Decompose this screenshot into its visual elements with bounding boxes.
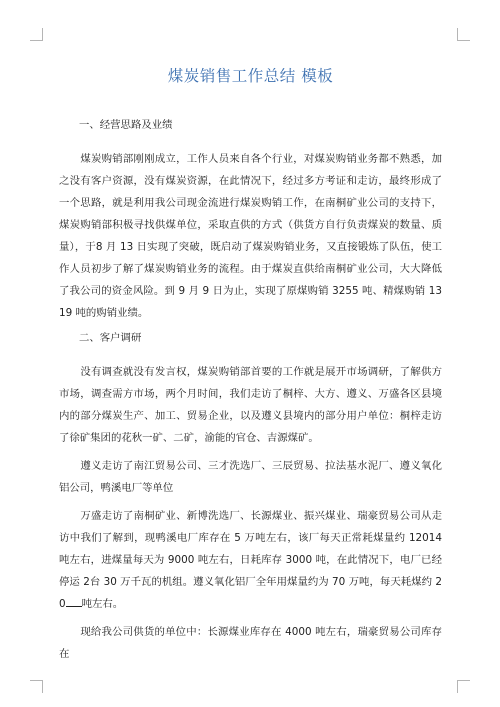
section-heading-customer-research: 二、客户调研: [79, 332, 142, 344]
paragraph-suppliers: 现给我公司供货的单位中：长源煤业库存在 4000 吨左右，瑞豪贸易公司库存在: [59, 626, 442, 660]
document-page: [59, 64, 442, 671]
paragraph-wansheng-text: 万盛走访了南桐矿业、新博洗选厂、长源煤业、振兴煤业、瑞豪贸易公司从走访中我们了解到，现鸭溪电厂库存在 5 万吨左右，该厂每天正常耗煤量约 12014 吨左右，进煤量每天为 9000 吨左右，日耗库存 3000 吨，在此情况下，电厂已经停运 2台 30 万千瓦的机组。遵义氧化铝厂全年用煤量约为 70 万吨，每天耗煤约 20: [59, 510, 442, 610]
paragraph-market-research: 没有调查就没有发言权，煤炭购销部首要的工作就是展开市场调研，了解供方市场，调查需方市场，两个月时间，我们走访了桐梓、大方、遵义、万盛各区县境内的部分煤炭生产、加工、贸易企业，以及遵义县境内的部分用户单位：桐梓走访了徐矿集团的花秋一矿、二矿，渝能的官仓、吉源煤矿。: [59, 366, 442, 444]
crop-mark-top-right: [457, 28, 470, 41]
section-heading-business: 一、经营思路及业绩: [79, 119, 173, 131]
paragraph-wansheng-tail: 吨左右。: [81, 598, 124, 610]
crop-mark-bottom-left: [30, 680, 43, 693]
document-title: 煤炭销售工作总结 模板: [167, 67, 334, 85]
underline-blank: [66, 594, 82, 607]
crop-mark-bottom-right: [457, 680, 470, 693]
paragraph-business-summary: 煤炭购销部刚刚成立，工作人员来自各个行业，对煤炭购销业务都不熟悉，加之没有客户资源，没有煤炭资源，在此情况下，经过多方考证和走访，最终形成了一个思路，就是利用我公司现金流进行煤炭购销工作，在南桐矿业公司的支持下，煤炭购销部积极寻找供煤单位，采取直供的方式（供货方自行负责煤炭的数量、质量），于8 月 13 日实现了突破，既启动了煤炭购销业务，又直接锻炼了队伍，使工作人员初步了解了煤炭购销业务的流程。由于煤炭直供给南桐矿业公司，大大降低了我公司的资金风险。到 9 月 9 日为止，实现了原煤购销 3255 吨、精煤购销 1319 吨的购销业绩。: [59, 153, 442, 319]
paragraph-wansheng-visits: [59, 505, 442, 615]
crop-mark-top-left: [30, 28, 43, 41]
paragraph-zunyi-visits: 遵义走访了南江贸易公司、三才洗选厂、三辰贸易、拉法基水泥厂、遵义氧化铝公司，鸭溪电厂等单位: [59, 460, 442, 494]
